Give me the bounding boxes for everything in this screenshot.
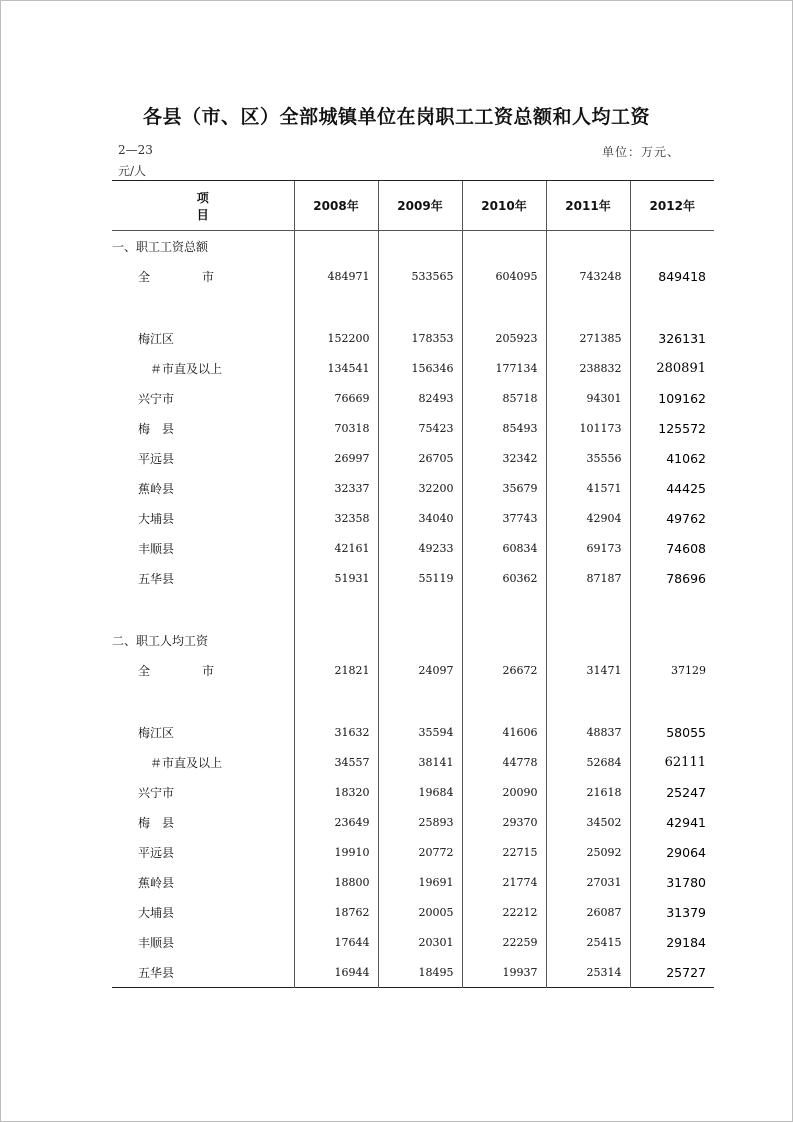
row-label: 兴宁市 [138,391,175,406]
value-cell: 280891 [630,353,714,383]
section-heading: 二、职工人均工资 [112,633,209,648]
value-cell: 152200 [294,323,378,353]
row-label-spread [138,662,214,679]
value-cell: 38141 [378,747,462,777]
row-label: 梅 县 [138,815,175,830]
value-cell: 484971 [294,261,378,291]
row-label: ＃市直及以上 [150,755,223,770]
value-cell: 21821 [294,655,378,685]
value-cell: 109162 [630,383,714,413]
value-cell: 18800 [294,867,378,897]
value-cell: 26672 [462,655,546,685]
value-cell: 31632 [294,717,378,747]
row-label: 大埔县 [138,905,175,920]
value-cell: 19691 [378,867,462,897]
value-cell: 55119 [378,563,462,593]
value-cell: 19910 [294,837,378,867]
row-label-part: 全 [138,269,151,284]
value-cell: 18320 [294,777,378,807]
value-cell: 26705 [378,443,462,473]
value-cell: 60834 [462,533,546,563]
table-row [112,383,714,413]
row-label: 兴宁市 [138,785,175,800]
section-heading-row [112,231,714,262]
value-cell: 76669 [294,383,378,413]
value-cell: 271385 [546,323,630,353]
value-cell: 25415 [546,927,630,957]
value-cell: 42941 [630,807,714,837]
value-cell: 37129 [630,655,714,685]
value-cell: 156346 [378,353,462,383]
value-cell: 20005 [378,897,462,927]
spacer-row [112,685,714,717]
value-cell: 19684 [378,777,462,807]
value-cell: 82493 [378,383,462,413]
value-cell: 326131 [630,323,714,353]
value-cell: 34502 [546,807,630,837]
value-cell: 85493 [462,413,546,443]
value-cell: 42904 [546,503,630,533]
value-cell: 44425 [630,473,714,503]
value-cell: 74608 [630,533,714,563]
row-label: 五华县 [138,965,175,980]
table-row [112,413,714,443]
table-row [112,747,714,777]
table-body [112,231,714,988]
value-cell: 62111 [630,747,714,777]
value-cell: 60362 [462,563,546,593]
table-row [112,927,714,957]
value-cell: 27031 [546,867,630,897]
page-title: 各县（市、区）全部城镇单位在岗职工工资总额和人均工资 [142,106,650,128]
value-cell: 26087 [546,897,630,927]
value-cell: 51931 [294,563,378,593]
value-cell: 31379 [630,897,714,927]
table-row [112,897,714,927]
value-cell: 44778 [462,747,546,777]
value-cell: 49762 [630,503,714,533]
value-cell: 23649 [294,807,378,837]
value-cell: 238832 [546,353,630,383]
value-cell: 29370 [462,807,546,837]
table-row [112,807,714,837]
value-cell: 35594 [378,717,462,747]
value-cell: 31471 [546,655,630,685]
table-row [112,957,714,988]
value-cell: 849418 [630,261,714,291]
unit-label-continued: 元/人 [118,164,147,178]
value-cell: 32200 [378,473,462,503]
value-cell: 533565 [378,261,462,291]
value-cell: 134541 [294,353,378,383]
value-cell: 94301 [546,383,630,413]
value-cell: 78696 [630,563,714,593]
column-header-2009: 2009年 [378,181,462,231]
value-cell: 177134 [462,353,546,383]
row-label-total [112,655,294,685]
value-cell: 48837 [546,717,630,747]
value-cell: 87187 [546,563,630,593]
value-cell: 125572 [630,413,714,443]
row-label: 平远县 [138,451,175,466]
value-cell: 178353 [378,323,462,353]
value-cell: 34557 [294,747,378,777]
value-cell: 25727 [630,957,714,988]
header-row [112,181,714,231]
row-label: 梅江区 [138,725,175,740]
table-code: 2—23 [118,143,153,157]
value-cell: 41606 [462,717,546,747]
value-cell: 41571 [546,473,630,503]
table-row-total [112,655,714,685]
table-row-total [112,261,714,291]
column-header-2010: 2010年 [462,181,546,231]
value-cell: 32342 [462,443,546,473]
value-cell: 743248 [546,261,630,291]
row-label: 五华县 [138,571,175,586]
value-cell: 20301 [378,927,462,957]
row-label: ＃市直及以上 [150,361,223,376]
value-cell: 16944 [294,957,378,988]
row-label: 蕉岭县 [138,875,175,890]
value-cell: 20772 [378,837,462,867]
value-cell: 22259 [462,927,546,957]
value-cell: 21618 [546,777,630,807]
table-row [112,533,714,563]
value-cell: 34040 [378,503,462,533]
value-cell: 49233 [378,533,462,563]
row-label-part: 全 [138,663,151,678]
wage-table [112,180,714,988]
row-label-part: 市 [201,269,214,284]
row-label: 蕉岭县 [138,481,175,496]
table-row [112,563,714,593]
value-cell: 24097 [378,655,462,685]
column-header-2008: 2008年 [294,181,378,231]
value-cell: 22715 [462,837,546,867]
row-label: 丰顺县 [138,541,175,556]
row-label: 大埔县 [138,511,175,526]
value-cell: 37743 [462,503,546,533]
value-cell: 25092 [546,837,630,867]
row-label: 丰顺县 [138,935,175,950]
value-cell: 20090 [462,777,546,807]
spacer-row [112,593,714,625]
value-cell: 25247 [630,777,714,807]
value-cell: 22212 [462,897,546,927]
section-heading-row [112,625,714,655]
table-row [112,503,714,533]
table-row [112,443,714,473]
column-header-item: 项 目 [112,181,294,231]
value-cell: 69173 [546,533,630,563]
row-label-part: 市 [201,663,214,678]
value-cell: 75423 [378,413,462,443]
value-cell: 205923 [462,323,546,353]
value-cell: 101173 [546,413,630,443]
value-cell: 35679 [462,473,546,503]
table-row [112,353,714,383]
section-heading: 一、职工工资总额 [112,239,209,254]
unit-label: 单位：万元、 [602,145,681,159]
value-cell: 70318 [294,413,378,443]
value-cell: 25314 [546,957,630,988]
value-cell: 604095 [462,261,546,291]
spacer-row [112,291,714,323]
table-row [112,717,714,747]
value-cell: 31780 [630,867,714,897]
column-header-2012: 2012年 [630,181,714,231]
row-label-total [112,261,294,291]
value-cell: 85718 [462,383,546,413]
value-cell: 25893 [378,807,462,837]
value-cell: 26997 [294,443,378,473]
column-header-2011: 2011年 [546,181,630,231]
value-cell: 32337 [294,473,378,503]
table-row [112,837,714,867]
value-cell: 19937 [462,957,546,988]
value-cell: 18495 [378,957,462,988]
value-cell: 29064 [630,837,714,867]
row-label: 梅 县 [138,421,175,436]
value-cell: 58055 [630,717,714,747]
value-cell: 17644 [294,927,378,957]
value-cell: 41062 [630,443,714,473]
value-cell: 21774 [462,867,546,897]
value-cell: 29184 [630,927,714,957]
value-cell: 52684 [546,747,630,777]
row-label: 平远县 [138,845,175,860]
table-row [112,867,714,897]
table-row [112,323,714,353]
row-label-spread [138,268,214,285]
row-label: 梅江区 [138,331,175,346]
value-cell: 42161 [294,533,378,563]
value-cell: 35556 [546,443,630,473]
value-cell: 32358 [294,503,378,533]
value-cell: 18762 [294,897,378,927]
table-row [112,777,714,807]
table-row [112,473,714,503]
